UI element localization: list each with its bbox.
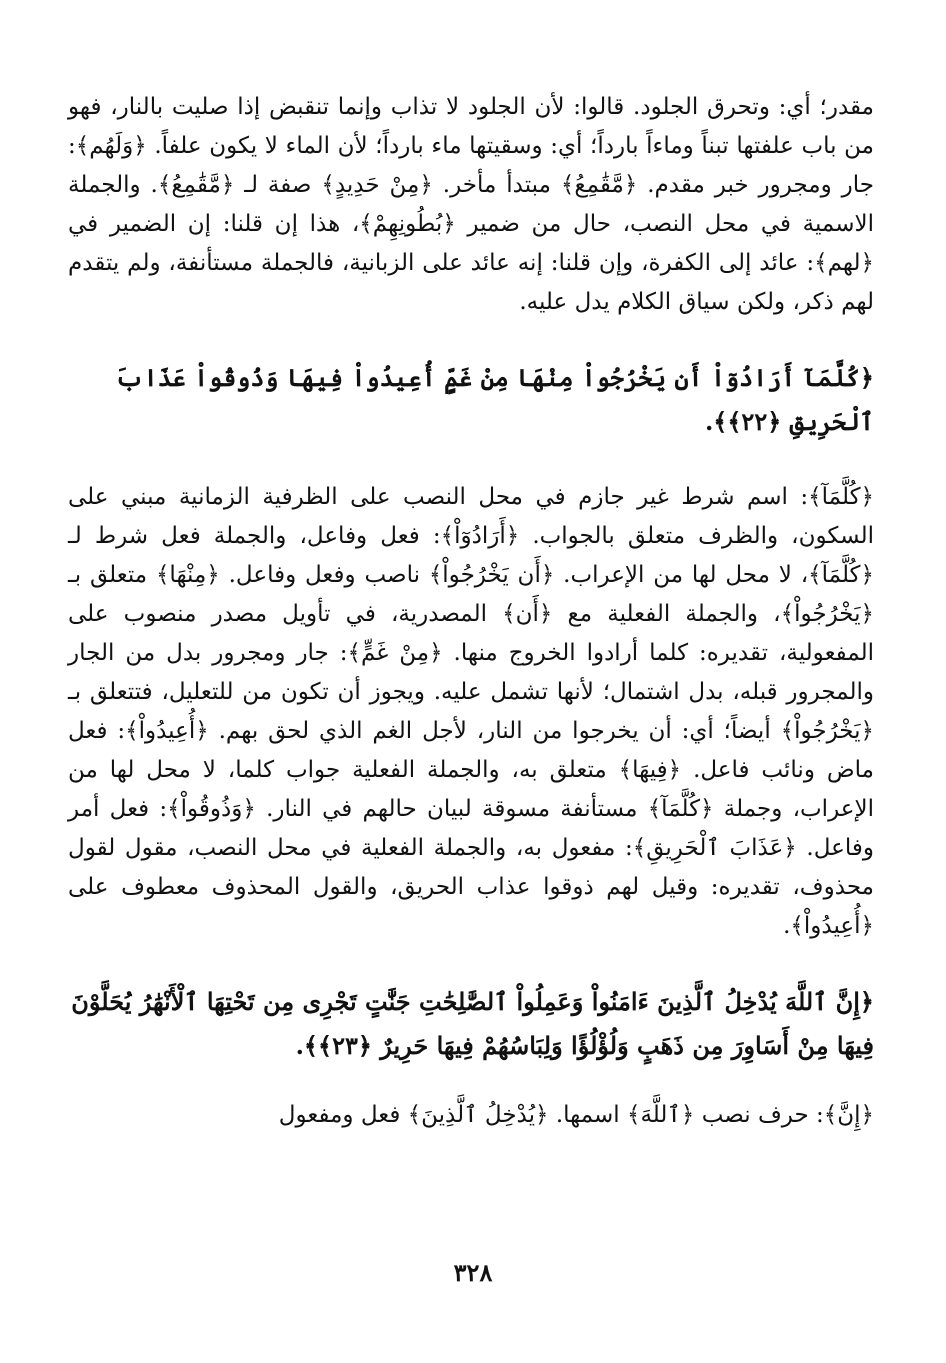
paragraph-irab-3: ﴿إِنَّ﴾: حرف نصب ﴿ٱللَّهَ﴾ اسمها. ﴿يُدْخِلُ ٱلَّذِينَ﴾ فعل ومفعول — [278, 1102, 874, 1128]
quran-verse-22: ﴿كُلَّمَآ أَرَادُوٓاْ أَن يَخْرُجُواْ مِنْهَا مِنْ غَمٍّ أُعِيدُواْ فِيهَا وَذُوقُواْ عَذَابَ ٱلْحَرِيقِ ﴿٢٢﴾﴾. — [115, 363, 874, 436]
quran-verse-23: ﴿إِنَّ ٱللَّهَ يُدْخِلُ ٱلَّذِينَ ءَامَنُواْ وَعَمِلُواْ ٱلصَّٰلِحَٰتِ جَنَّٰتٍ تَجْرِى مِن تَحْتِهَا ٱلْأَنْهَٰرُ يُحَلَّوْنَ فِيهَا مِنْ أَسَاوِرَ مِن ذَهَبٍ وَلُؤْلُؤًا وَلِبَاسُهُمْ فِيهَا حَرِيرٌ ﴿٢٣﴾﴾. — [71, 987, 874, 1060]
page-number: ٣٢٨ — [453, 1258, 493, 1287]
paragraph-irab-2: ﴿كُلَّمَآ﴾: اسم شرط غير جازم في محل النصب على الظرفية الزمانية مبني على السكون، والظرف متعلق بالجواب. ﴿أَرَادُوٓاْ﴾: فعل وفاعل، والجملة فعل شرط لـ ﴿كُلَّمَآ﴾، لا محل لها من الإعراب. ﴿أَن يَخْرُجُواْ﴾ ناصب وفعل وفاعل. ﴿مِنْهَا﴾ متعلق بـ ﴿يَخْرُجُواْ﴾، والجملة الفعلية مع ﴿أَن﴾ المصدرية، في تأويل مصدر منصوب على المفعولية، تقديره: كلما أرادوا الخروج منها. ﴿مِنْ غَمٍّ﴾: جار ومجرور بدل من الجار والمجرور قبله، بدل اشتمال؛ لأنها تشمل عليه. ويجوز أن تكون من للتعليل، فتتعلق بـ ﴿يَخْرُجُواْ﴾ أيضاً؛ أي: أن يخرجوا من النار، لأجل الغم الذي لحق بهم. ﴿أُعِيدُواْ﴾: فعل ماض ونائب فاعل. ﴿فِيهَا﴾ متعلق به، والجملة الفعلية جواب كلما، لا محل لها من الإعراب، وجملة ﴿كُلَّمَآ﴾ مستأنفة مسوقة لبيان حالهم في النار. ﴿وَذُوقُواْ﴾: فعل أمر وفاعل. ﴿عَذَابَ ٱلْحَرِيقِ﴾: مفعول به، والجملة الفعلية في محل النصب، مقول لقول محذوف، تقديره: وقيل لهم ذوقوا عذاب الحريق، والقول المحذوف معطوف على ﴿أُعِيدُواْ﴾. — [68, 484, 874, 939]
paragraph-irab-1: مقدر؛ أي: وتحرق الجلود. قالوا: لأن الجلود لا تذاب وإنما تنقبض إذا صليت بالنار، فهو من باب علفتها تبناً وماءاً بارداً؛ أي: وسقيتها ماء بارداً؛ لأن الماء لا يكون علفاً. ﴿وَلَهُم﴾: جار ومجرور خبر مقدم. ﴿مَّقَٰمِعُ﴾ مبتدأ مأخر. ﴿مِنْ حَدِيدٍ﴾ صفة لـ ﴿مَّقَٰمِعُ﴾. والجملة الاسمية في محل النصب، حال من ضمير ﴿بُطُونِهِمْ﴾، هذا إن قلنا: إن الضمير في ﴿لهم﴾: عائد إلى الكفرة، وإن قلنا: إنه عائد على الزبانية، فالجملة مستأنفة، ولم يتقدم لهم ذكر، ولكن سياق الكلام يدل عليه. — [68, 94, 874, 315]
